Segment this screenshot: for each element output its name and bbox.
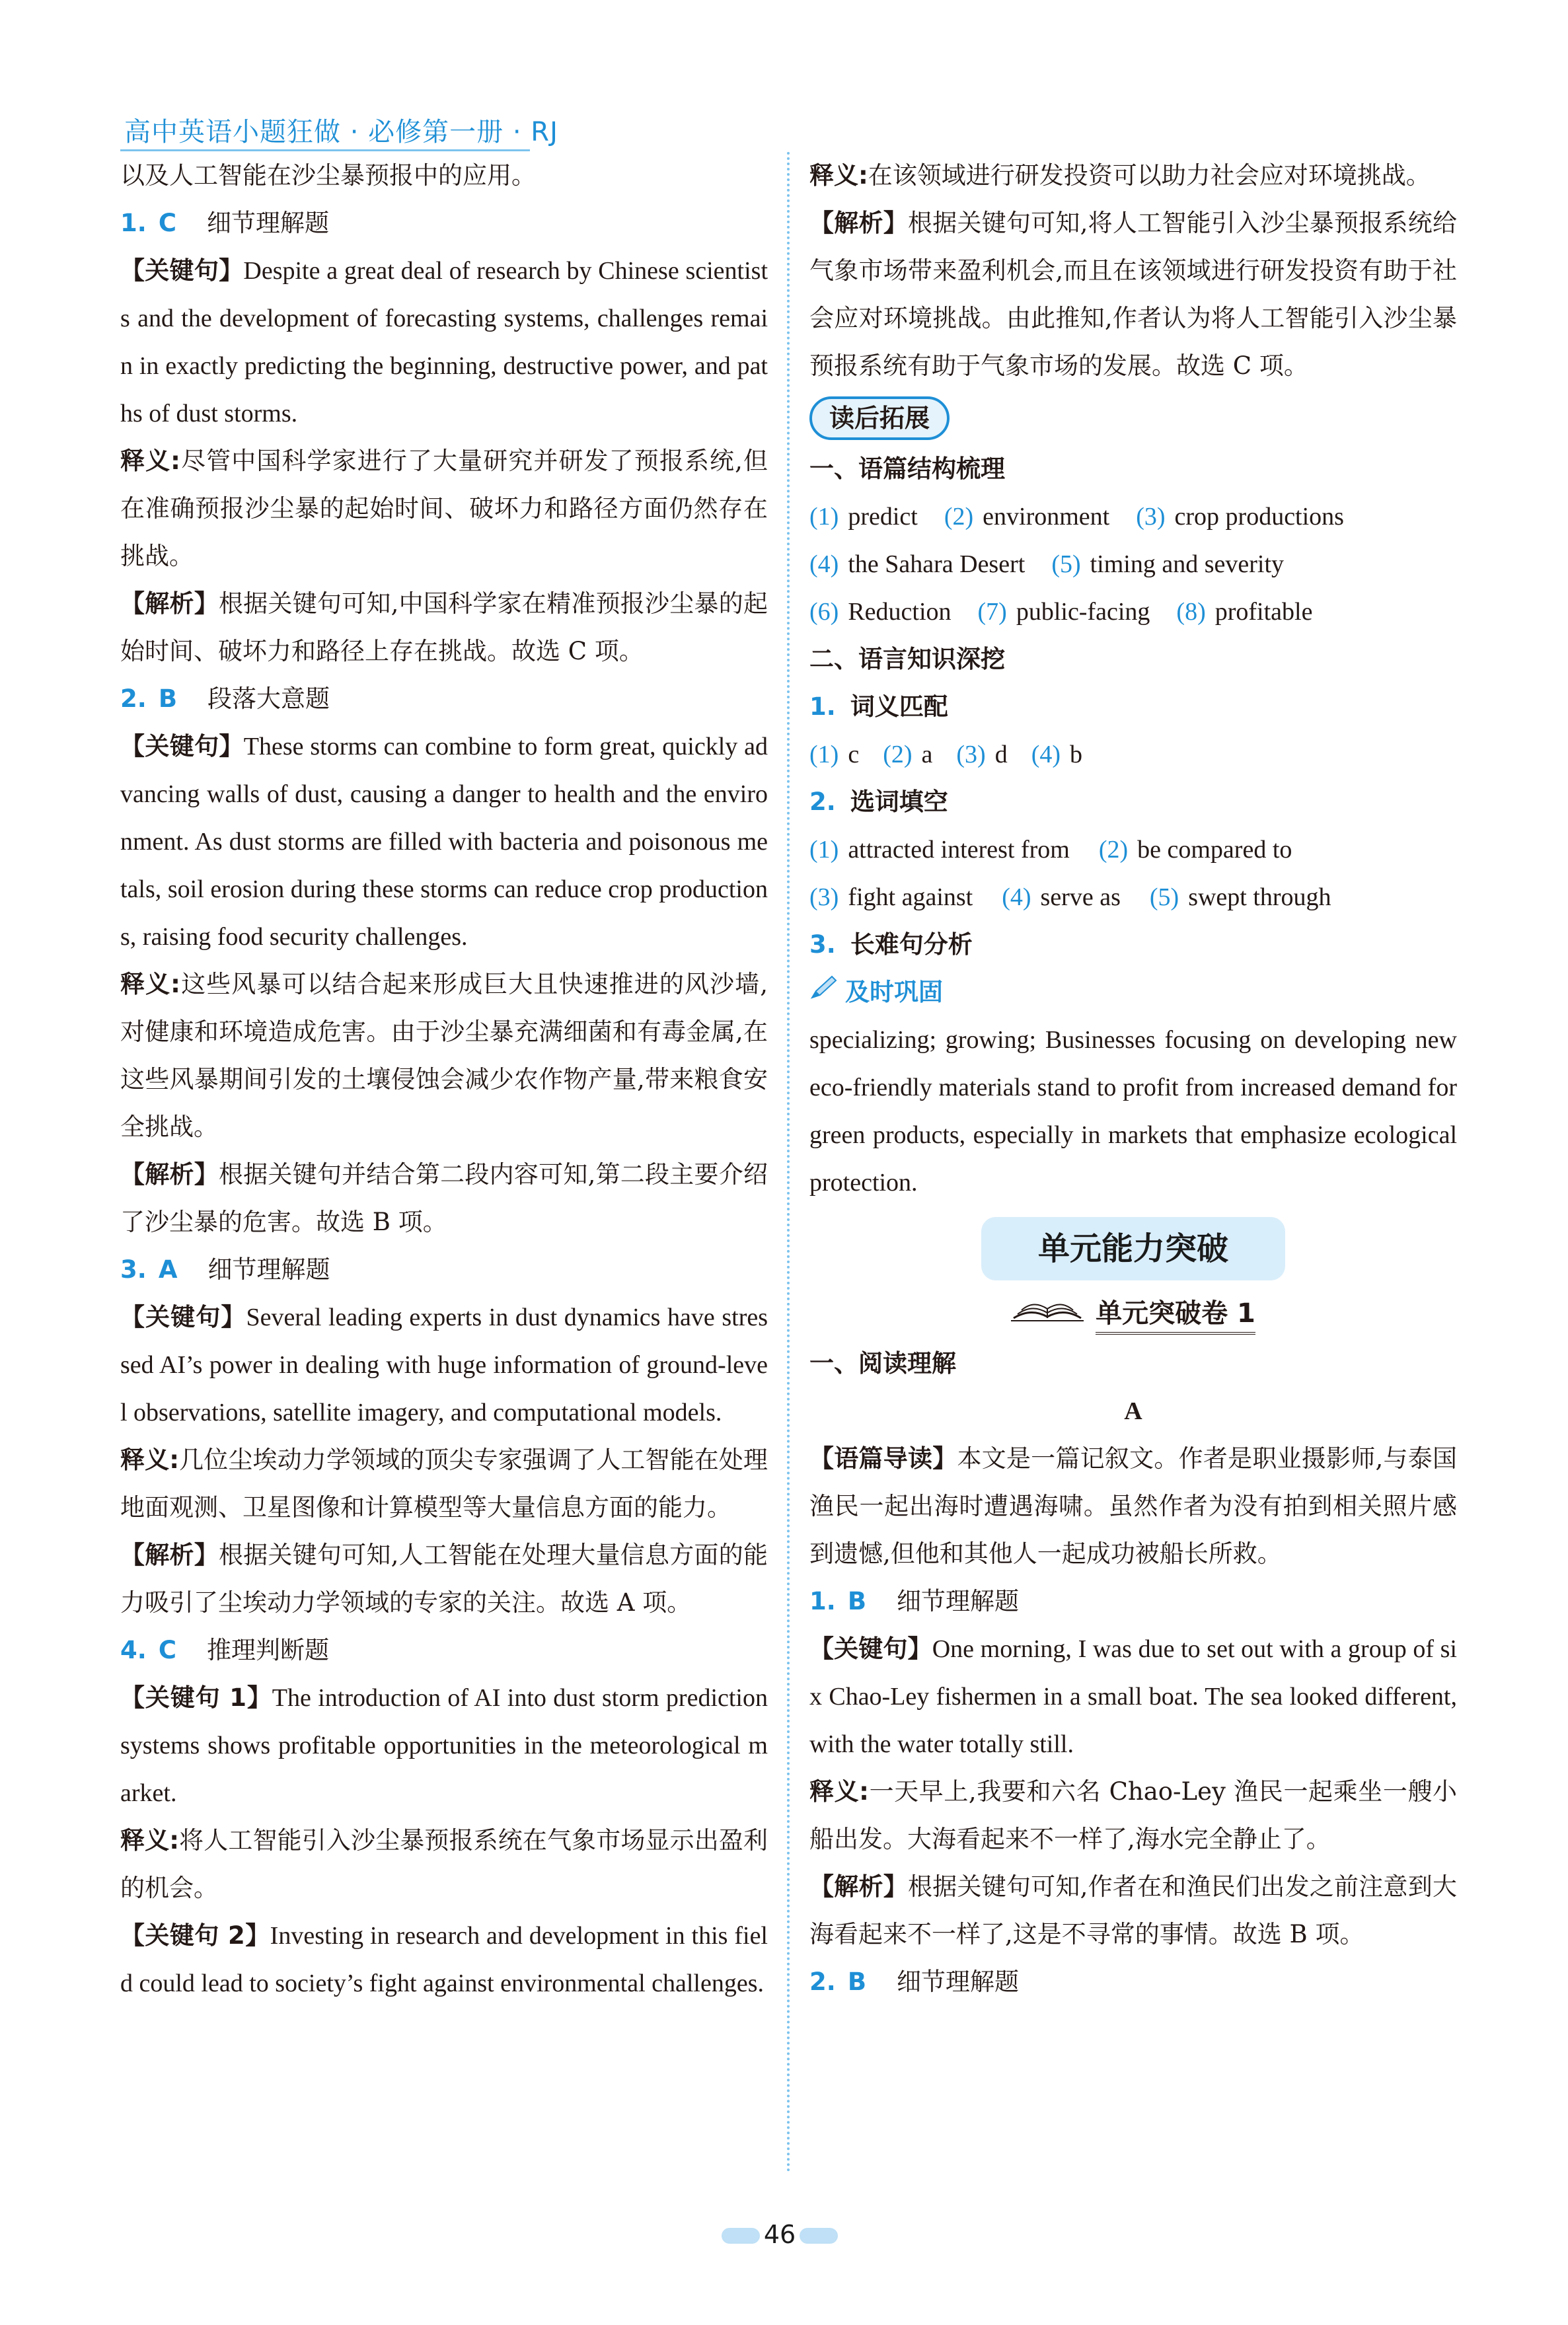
- answer-item: [809, 540, 1025, 588]
- answer-item-text: serve as: [1040, 883, 1121, 911]
- answer-item-text: timing and severity: [1090, 550, 1285, 578]
- answer-item: [944, 493, 1109, 540]
- answer-item: [1099, 826, 1292, 873]
- answer-item-number: (2): [1098, 836, 1129, 864]
- question-4-head: 4. C 推理判断题: [120, 1636, 329, 1664]
- word-match-answers: [809, 731, 1457, 778]
- answer-item-text: predict: [848, 503, 918, 531]
- column-divider: [787, 152, 790, 2174]
- answer-item: [1150, 873, 1331, 921]
- answer-item-text: environment: [983, 503, 1110, 531]
- answer-item-number: (4): [1002, 883, 1031, 911]
- answer-row: [809, 540, 1457, 588]
- question-1-head: [120, 200, 768, 247]
- answer-item-text: Reduction: [848, 598, 952, 626]
- unit-test-subtitle: 单元突破卷 1: [809, 1287, 1457, 1340]
- answer-item: [956, 731, 1007, 778]
- intro-tail: 以及人工智能在沙尘暴预报中的应用。: [120, 161, 536, 190]
- reading-question-2-head: 2. B 细节理解题: [809, 1968, 1020, 1996]
- answer-item-text: attracted interest from: [848, 836, 1070, 864]
- review-heading: 及时巩固: [809, 969, 1457, 1016]
- q2-meaning: 释义:这些风暴可以结合起来形成巨大且快速推进的风沙墙,对健康和环境造成危害。由于沙尘暴充满细菌和有毒金属,在这些风暴期间引发的土壤侵蚀会减少农作物产量,带来粮食安全挑战。: [120, 970, 768, 1141]
- q3-key-sentence: 【关键句】Several leading experts in dust dynamics have stressed AI’s power in dealing with huge information of ground-level observations, satellite imagery, and computational models.: [120, 1303, 768, 1426]
- q4-key-sentence-1: 【关键句 1】The introduction of AI into dust storm prediction systems shows profitable opportunities in the meteorological market.: [120, 1683, 768, 1807]
- answer-item: [1002, 873, 1121, 921]
- answer-item-number: (6): [809, 598, 839, 626]
- answer-item-number: (5): [1051, 550, 1081, 578]
- q2-key-sentence: 【关键句】These storms can combine to form great, quickly advancing walls of dust, causing a danger to health and the environment. As dust storms are filled with bacteria and poisonous metals, soil erosion during these storms can reduce crop productions, raising food security challenges.: [120, 732, 768, 951]
- answer-item: [809, 826, 1070, 873]
- answer-item: [1136, 493, 1344, 540]
- book-header-title: 高中英语小题狂做 · 必修第一册 · RJ: [124, 117, 558, 147]
- question-type: 细节理解题: [206, 209, 329, 237]
- reading-section-title: 一、阅读理解: [809, 1349, 956, 1378]
- open-book-icon: [1011, 1288, 1084, 1341]
- answer-item-number: (4): [809, 550, 839, 578]
- answer-item-number: (7): [977, 598, 1007, 626]
- q4-meaning-2: 释义:在该领域进行研发投资可以助力社会应对环境挑战。: [809, 161, 1431, 190]
- question-3-head: 3. A 细节理解题: [120, 1255, 330, 1284]
- q1-meaning: 释义:尽管中国科学家进行了大量研究并研发了预报系统,但在准确预报沙尘暴的起始时间、破坏力和路径方面仍然存在挑战。: [120, 447, 768, 570]
- answer-row: [809, 826, 1457, 873]
- structure-answers: [809, 493, 1457, 636]
- answer-item-text: fight against: [848, 883, 973, 911]
- passage-guide: 【语篇导读】本文是一篇记叙文。作者是职业摄影师,与泰国渔民一起出海时遭遇海啸。虽然作者为没有拍到相关照片感到遗憾,但他和其他人一起成功被船长所救。: [809, 1444, 1458, 1568]
- r1-analysis: 【解析】根据关键句可知,作者在和渔民们出发之前注意到大海看起来不一样了,这是不寻常的事情。故选 B 项。: [809, 1872, 1458, 1948]
- pencil-icon: [809, 969, 845, 1016]
- r1-meaning: 释义:一天早上,我要和六名 Chao-Ley 渔民一起乘坐一艘小船出发。大海看起来不一样了,海水完全静止了。: [809, 1777, 1457, 1853]
- answer-item: [1176, 588, 1312, 636]
- answer-item-number: (3): [956, 741, 986, 768]
- answer-item-number: (3): [809, 883, 839, 911]
- q4-meaning-1: 释义:将人工智能引入沙尘暴预报系统在气象市场显示出盈利的机会。: [120, 1826, 768, 1902]
- review-text: specializing; growing; Businesses focusing on developing new eco-friendly materials stand to profit from increased demand for green products, especially in markets that emphasize ecological protection.: [809, 1026, 1457, 1197]
- q1-analysis: 【解析】根据关键句可知,中国科学家在精准预报沙尘暴的起始时间、破坏力和路径上存在挑战。故选 C 项。: [120, 589, 768, 665]
- answer-item: [809, 731, 859, 778]
- passage-label: A: [1124, 1397, 1142, 1425]
- answer-item-text: crop productions: [1174, 503, 1344, 531]
- answer-item: [1031, 731, 1082, 778]
- answer-item-text: public-facing: [1016, 598, 1150, 626]
- section-1-title: 一、语篇结构梳理: [809, 455, 1005, 483]
- answer-item-number: (5): [1149, 883, 1179, 911]
- answer-item-number: (2): [883, 741, 913, 768]
- answer-row: [809, 588, 1457, 636]
- sub-3-title: 3. 长难句分析: [809, 930, 973, 959]
- answer-item-number: (8): [1176, 598, 1206, 626]
- reading-question-1-head: 1. B 细节理解题: [809, 1587, 1020, 1615]
- sub-2-title: 2. 选词填空: [809, 788, 948, 816]
- page-number: 46: [714, 2219, 846, 2250]
- sub-1-title: 1. 词义匹配: [809, 692, 948, 721]
- answer-item-number: (1): [809, 836, 839, 864]
- answer-item: [809, 588, 952, 636]
- q3-meaning: 释义:几位尘埃动力学领域的顶尖专家强调了人工智能在处理地面观测、卫星图像和计算模型等大量信息方面的能力。: [120, 1446, 768, 1522]
- fill-in-answers: [809, 826, 1457, 921]
- answer-item-text: b: [1070, 741, 1082, 768]
- answer-item-number: (2): [944, 503, 974, 531]
- answer-row: [809, 493, 1457, 540]
- answer-item: [978, 588, 1150, 636]
- section-2-title: 二、语言知识深挖: [809, 645, 1005, 673]
- left-column: [120, 152, 768, 2007]
- answer-item: [1051, 540, 1284, 588]
- answer-row: [809, 873, 1457, 921]
- question-2-head: 2. B 段落大意题: [120, 684, 330, 713]
- header-rule: [120, 149, 530, 151]
- q4-analysis: 【解析】根据关键句可知,将人工智能引入沙尘暴预报系统给气象市场带来盈利机会,而且在该领域进行研发投资有助于社会应对环境挑战。由此推知,作者认为将人工智能引入沙尘暴预报系统有助于气象市场的发展。故选 C 项。: [809, 209, 1458, 380]
- answer-item-number: (1): [809, 503, 839, 531]
- answer-item-text: c: [848, 741, 860, 768]
- q2-analysis: 【解析】根据关键句并结合第二段内容可知,第二段主要介绍了沙尘暴的危害。故选 B 项。: [120, 1160, 768, 1236]
- answer-item-number: (3): [1136, 503, 1166, 531]
- answer-item-text: the Sahara Desert: [848, 550, 1026, 578]
- right-column: [809, 152, 1457, 2006]
- answer-item-text: profitable: [1214, 598, 1313, 626]
- unit-banner: 单元能力突破: [981, 1217, 1285, 1280]
- answer-item-number: (1): [809, 741, 839, 768]
- answer-letter: C: [158, 209, 176, 237]
- answer-item-text: d: [994, 741, 1008, 768]
- q3-analysis: 【解析】根据关键句可知,人工智能在处理大量信息方面的能力吸引了尘埃动力学领域的专家的关注。故选 A 项。: [120, 1541, 768, 1617]
- question-number: 1.: [120, 209, 147, 237]
- answer-item: [809, 873, 973, 921]
- answer-item: [883, 731, 932, 778]
- answer-row: [809, 731, 1457, 778]
- answer-item-text: swept through: [1188, 883, 1331, 911]
- q1-key-sentence: 【关键句】Despite a great deal of research by Chinese scientists and the development of forecasting systems, challenges remain in exactly predicting the beginning, destructive power, and paths of dust storms.: [120, 256, 768, 427]
- post-reading-extension-label: 读后拓展: [809, 396, 950, 440]
- answer-item-text: a: [921, 741, 933, 768]
- q4-key-sentence-2: 【关键句 2】Investing in research and development in this field could lead to society’s fight against environmental challenges.: [120, 1921, 768, 1997]
- answer-item-number: (4): [1031, 741, 1061, 768]
- answer-item-text: be compared to: [1137, 836, 1292, 864]
- answer-item: [809, 493, 918, 540]
- r1-key-sentence: 【关键句】One morning, I was due to set out with a group of six Chao-Ley fishermen in a small boat. The sea looked different, with the water totally still.: [809, 1635, 1457, 1758]
